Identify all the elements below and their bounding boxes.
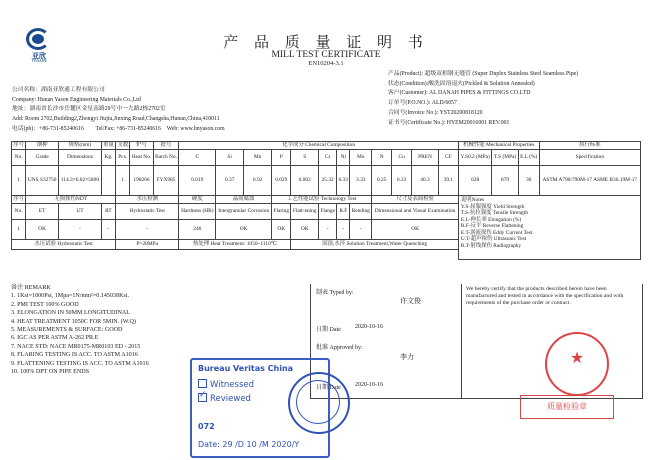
test-table <box>11 141 641 260</box>
typed-by-label: 制表 Typed by: <box>316 290 354 296</box>
product: 产品(Product): 超级双相钢无缝管 (Super Duplex Stainless Steel Seamless Pipe) <box>388 71 579 77</box>
certificate-number: 证书号(Certificate No.): HYEM20016001 REV.001 <box>388 119 510 126</box>
witnessed-label: Witnessed <box>210 380 255 390</box>
standard: EN10204-3.1 <box>308 60 344 67</box>
company-address-en: Add: Room 2702,Building2,Zhongyi Jiujiu,Jinxing Road,Changsha,Hunan,China,410011 <box>12 116 220 123</box>
approved-by-label: 批准 Approved by: <box>316 345 363 351</box>
order-info <box>388 70 578 128</box>
reviewed-label: Reviewed <box>210 394 251 404</box>
notes-cell: 说明Notes Y.S-屈服强度 Yield Strength T.S-抗拉强度 Tensile Strength E.L-伸长率 Elongation (%) R.F-反平 Reverse Flattening E.T-涡流探伤 Eddy Current Test U.T-超声探伤 Ultrasonic Test R.T-射线探伤 Radiography <box>458 196 640 260</box>
qc-stamp: 质量检验章 <box>520 395 614 419</box>
invoice-number: 合同号(Invoice No.): YST20200818120 <box>388 109 483 116</box>
company-name-en: Company: Hunan Yason Engineering Materials Co.,Ltd <box>12 96 141 103</box>
title-en: MILL TEST CERTIFICATE <box>271 50 381 60</box>
company-info <box>12 86 225 135</box>
company-name-cn: 公司名称：湖南亚欣通工程有限公司 <box>12 87 105 93</box>
inspector-number: 072 <box>198 422 215 431</box>
po-number: 订单号(P.O.NO.): ALD/6057 <box>388 100 457 107</box>
table-header-row: 序号 钢种 规格(mm) 重量 支数 炉号 批号 化学成分 Chemical Composition 机械性能 Mechanical Properties 执行标准 <box>12 142 641 150</box>
company-address-cn: 地址：湖南省长沙市岳麓区金星南路29号中一九路2栋2702室 <box>12 106 166 113</box>
certification-text: We hereby certify that the products described herein have been manufactured and tested in accordance with the specification and with requirements of the purchase order or contract. <box>466 286 624 306</box>
condition: 状态(Condition):酸洗固溶退火(Pickled & Solution Annealed) <box>388 80 535 87</box>
table-row: 1 OK - - - 246 OK OK OK - - - OK <box>12 220 641 240</box>
date-approved: 2020-10-16 <box>355 382 383 388</box>
witnessed-checkbox <box>198 379 207 388</box>
customer: 客户(Customer): AL DANAH PIPES & FITTINGS CO.LTD <box>388 90 531 97</box>
table-row: 1 UNS S32750 114.3×6.02×5800 1 198266 FYX985 0.019 0.37 0.92 0.029 0.002 25.32 6.33 3.33 0.25 0.33 40.3 39.1 628 879 30 ASTM A790/790M-17 ASME B36.19M-17 <box>12 166 641 196</box>
typed-by: 许文俊 <box>400 297 421 305</box>
table-row: 水压试验 Hydrostatic Test P=28MPa 热处理 Heat Treatment: 1050~1110℃ 固溶,水淬 Solution Treatment,Water Quenching <box>12 240 641 250</box>
logo-text-cn: 亚欣 <box>32 52 46 60</box>
approved-by: 李力 <box>400 353 414 361</box>
date-label: 日期 Date <box>316 327 341 333</box>
bv-title: Bureau Veritas China <box>198 364 294 373</box>
date-label-2: 日期 Date <box>316 385 341 391</box>
remarks: 备注 REMARK 1. 1Ksi=1000Psi, 1Mpa=1N/mm²=0.145038Ksi. 2. PMI TEST 100% GOOD 3. ELONGATION IN 50MM LONGITUDINAL 4. HEAT TREATMENT 1050C FOR 5MIN. (W.Q) 5. MEASUREMENTS & SURFACE: GOOD 6. IGC AS PER ASTM A-262 PR.E 7. NACE STD: NACE MR0175-MR0103 ED - 2015 8. FLARING TESTING IS ACC. TO ASTM A1016 9. FLATTENING TESTING IS ACC. TO ASTM A1016 10. 100% DPT ON PIPE ENDS <box>11 285 149 376</box>
table-header-row: 序号 无损探伤NDT 水压检测 硬度 晶间腐蚀 工艺性能试验 Technology Test 尺寸及表面检验 说明Notes Y.S-屈服强度 Yield Strength T.S-抗拉强度 Tensile Strength E.L-伸长率 Elongation (%) R.F-反平 Reverse Flattening E.T-涡流探伤 Eddy Current Test U.T-超声探伤 Ultrasonic Test R.T-射线探伤 Radiography <box>12 196 641 204</box>
logo-text-en: YASON <box>31 59 47 64</box>
table-header-row: No. ET UT RT Hydrostatic Test Hardness (HB) Intergranular Corrosion Flaring Flatt-ening Flange R.F Bending Dimensional and Visual Examination <box>12 204 641 220</box>
date-typed: 2020-10-16 <box>355 324 383 330</box>
stamp-date: Date: 29 /D 10 /M 2020/Y <box>198 440 300 449</box>
title-cn: 产 品 质 量 证 明 书 <box>223 35 429 51</box>
table-header-row: No. Grade Dimensions Kg. Pcs. Heat No. Batch No. C Si Mn P S Cr Ni Mo N Cu PREN CF Y.S0.2 (MPa) T.S (MPa) E.L (%) Specification <box>12 150 641 166</box>
reviewed-checkbox: ✓ <box>199 390 207 400</box>
company-phone: 电话(ph)：+86-731-85240616 Tel/Fax: +86-731-85240616 Web: www.hnyason.com <box>12 125 225 132</box>
company-seal: ★ <box>545 332 609 396</box>
